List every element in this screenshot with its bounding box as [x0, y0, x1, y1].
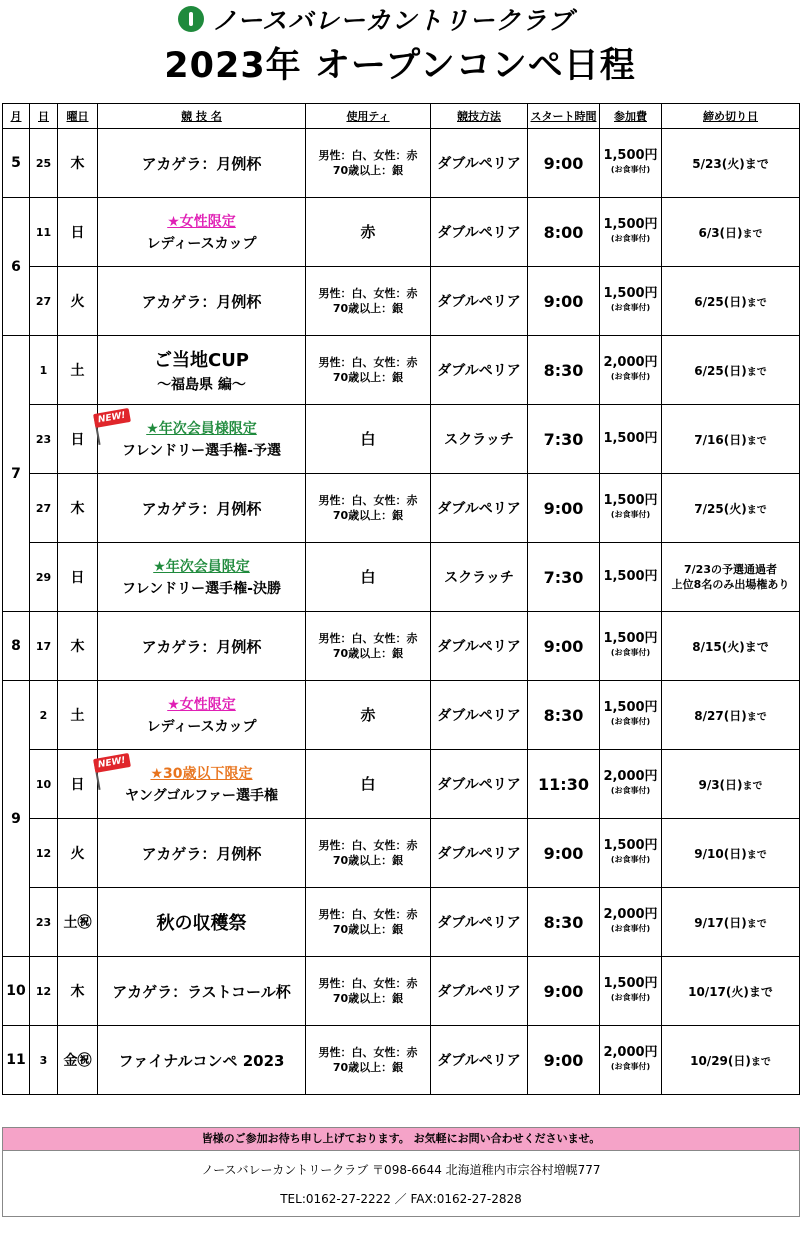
fee-cell: 2,000円 (お食事付): [600, 888, 662, 957]
start-time-cell: 8:30: [528, 336, 600, 405]
start-time-cell: 9:00: [528, 612, 600, 681]
fee-cell: 1,500円 (お食事付): [600, 267, 662, 336]
col-month: 月: [3, 104, 30, 129]
weekday-cell: 日: [58, 405, 98, 474]
day-cell: 23: [30, 405, 58, 474]
table-row: [3, 819, 800, 888]
event-name: 秋の収穫祭: [156, 913, 247, 934]
deadline-cell: 7/16(日)まで: [662, 405, 800, 474]
event-name: フレンドリー選手権-予選: [122, 443, 281, 459]
event-tag: ★30歳以下限定: [150, 766, 253, 782]
footer-box: [2, 1127, 800, 1217]
method-cell: ダブルペリア: [431, 336, 528, 405]
event-name: フレンドリー選手権-決勝: [122, 581, 281, 597]
method-cell: ダブルペリア: [431, 957, 528, 1026]
tee-cell: 男性：白、女性：赤 70歳以上：銀: [306, 1026, 431, 1095]
month-cell: 10: [3, 957, 30, 1026]
event-name: レディースカップ: [146, 236, 257, 252]
footer-message: 皆様のご参加お待ち申し上げております。 お気軽にお問い合わせくださいませ。: [3, 1128, 799, 1151]
method-cell: ダブルペリア: [431, 267, 528, 336]
club-emblem-icon: [178, 6, 204, 32]
day-cell: 11: [30, 198, 58, 267]
day-cell: 2: [30, 681, 58, 750]
weekday-cell: 火: [58, 819, 98, 888]
page-header: [0, 0, 800, 100]
table-row: [3, 681, 800, 750]
table-row: [3, 543, 800, 612]
footer-address: ノースバレーカントリークラブ 〒098-6644 北海道稚内市宗谷村増幌777: [201, 1163, 601, 1177]
fee-cell: 2,000円 (お食事付): [600, 750, 662, 819]
method-cell: ダブルペリア: [431, 819, 528, 888]
event-name-cell: [98, 750, 306, 819]
weekday-cell: 土㊗: [58, 888, 98, 957]
start-time-cell: 9:00: [528, 267, 600, 336]
event-name-cell: [98, 198, 306, 267]
event-tag: ★女性限定: [167, 697, 236, 713]
table-row: [3, 474, 800, 543]
tee-cell: 白: [306, 543, 431, 612]
club-logo-text: ノースバレーカントリークラブ: [212, 6, 574, 35]
day-cell: 27: [30, 267, 58, 336]
method-cell: スクラッチ: [431, 405, 528, 474]
day-cell: 10: [30, 750, 58, 819]
event-name: レディースカップ: [146, 719, 257, 735]
weekday-cell: 日: [58, 198, 98, 267]
tee-cell: 男性：白、女性：赤 70歳以上：銀: [306, 336, 431, 405]
deadline-cell: 8/27(日)まで: [662, 681, 800, 750]
event-name: アカゲラ：月例杯: [141, 154, 262, 173]
event-tag: ★年次会員様限定: [146, 421, 257, 437]
deadline-cell: 7/25(火)まで: [662, 474, 800, 543]
table-row: [3, 129, 800, 198]
fee-cell: 1,500円 (お食事付): [600, 612, 662, 681]
start-time-cell: 9:00: [528, 474, 600, 543]
fee-cell: 1,500円: [600, 543, 662, 612]
col-method: 競技方法: [431, 104, 528, 129]
event-name-cell: [98, 612, 306, 681]
event-name: アカゲラ：月例杯: [141, 292, 262, 311]
fee-cell: 1,500円 (お食事付): [600, 198, 662, 267]
deadline-cell: 7/23の予選通過者 上位8名のみ出場権あり: [662, 543, 800, 612]
method-cell: ダブルペリア: [431, 888, 528, 957]
start-time-cell: 7:30: [528, 543, 600, 612]
tee-cell: 男性：白、女性：赤 70歳以上：銀: [306, 957, 431, 1026]
month-cell: 7: [3, 336, 30, 612]
day-cell: 12: [30, 957, 58, 1026]
method-cell: ダブルペリア: [431, 198, 528, 267]
start-time-cell: 9:00: [528, 1026, 600, 1095]
fee-cell: 2,000円 (お食事付): [600, 336, 662, 405]
event-name-cell: [98, 819, 306, 888]
deadline-cell: 6/25(日)まで: [662, 267, 800, 336]
method-cell: ダブルペリア: [431, 474, 528, 543]
event-name-sub: ～福島県 編～: [157, 377, 246, 393]
method-cell: ダブルペリア: [431, 750, 528, 819]
deadline-cell: 8/15(火)まで: [662, 612, 800, 681]
weekday-cell: 土: [58, 681, 98, 750]
fee-cell: 1,500円 (お食事付): [600, 819, 662, 888]
day-cell: 12: [30, 819, 58, 888]
weekday-cell: 木: [58, 129, 98, 198]
table-row: [3, 267, 800, 336]
weekday-cell: 火: [58, 267, 98, 336]
col-fee: 参加費: [600, 104, 662, 129]
weekday-cell: 土: [58, 336, 98, 405]
event-name: ご当地CUP: [153, 350, 250, 371]
start-time-cell: 9:00: [528, 129, 600, 198]
event-name-cell: [98, 474, 306, 543]
table-row: [3, 888, 800, 957]
club-logo: [178, 4, 574, 34]
deadline-cell: 10/17(火)まで: [662, 957, 800, 1026]
start-time-cell: 8:30: [528, 681, 600, 750]
event-name: アカゲラ：月例杯: [141, 499, 262, 518]
day-cell: 29: [30, 543, 58, 612]
tee-cell: 赤: [306, 681, 431, 750]
table-row: [3, 1026, 800, 1095]
deadline-cell: 9/3(日)まで: [662, 750, 800, 819]
month-cell: 8: [3, 612, 30, 681]
deadline-cell: 6/3(日)まで: [662, 198, 800, 267]
day-cell: 17: [30, 612, 58, 681]
weekday-cell: 木: [58, 474, 98, 543]
day-cell: 1: [30, 336, 58, 405]
tee-cell: 男性：白、女性：赤 70歳以上：銀: [306, 888, 431, 957]
event-name-cell: [98, 405, 306, 474]
new-flag-icon: NEW!: [92, 409, 130, 443]
day-cell: 23: [30, 888, 58, 957]
event-name-cell: [98, 957, 306, 1026]
table-row: [3, 198, 800, 267]
table-row: [3, 405, 800, 474]
event-name-cell: [98, 267, 306, 336]
deadline-cell: 9/10(日)まで: [662, 819, 800, 888]
fee-cell: 1,500円 (お食事付): [600, 129, 662, 198]
event-name-cell: [98, 543, 306, 612]
col-tee: 使用ティ: [306, 104, 431, 129]
day-cell: 3: [30, 1026, 58, 1095]
event-name-cell: [98, 681, 306, 750]
event-name: ファイナルコンペ 2023: [118, 1051, 285, 1070]
new-flag-icon: NEW!: [92, 754, 130, 788]
deadline-cell: 6/25(日)まで: [662, 336, 800, 405]
event-tag: ★女性限定: [167, 214, 236, 230]
event-name: アカゲラ：ラストコール杯: [112, 982, 291, 1001]
method-cell: ダブルペリア: [431, 1026, 528, 1095]
fee-cell: 1,500円: [600, 405, 662, 474]
weekday-cell: 日: [58, 543, 98, 612]
day-cell: 27: [30, 474, 58, 543]
event-tag: ★年次会員限定: [153, 559, 250, 575]
deadline-cell: 9/17(日)まで: [662, 888, 800, 957]
method-cell: ダブルペリア: [431, 129, 528, 198]
start-time-cell: 9:00: [528, 957, 600, 1026]
event-name: アカゲラ：月例杯: [141, 637, 262, 656]
event-name: ヤングゴルファー選手権: [124, 788, 279, 804]
col-deadline: 締め切り日: [662, 104, 800, 129]
fee-cell: 1,500円 (お食事付): [600, 957, 662, 1026]
table-row: [3, 750, 800, 819]
start-time-cell: 8:30: [528, 888, 600, 957]
event-name-cell: [98, 888, 306, 957]
tee-cell: 男性：白、女性：赤 70歳以上：銀: [306, 474, 431, 543]
tee-cell: 白: [306, 405, 431, 474]
tee-cell: 男性：白、女性：赤 70歳以上：銀: [306, 819, 431, 888]
col-weekday: 曜日: [58, 104, 98, 129]
footer-tel: TEL:0162-27-2222 ／ FAX:0162-27-2828: [280, 1192, 522, 1206]
tee-cell: 男性：白、女性：赤 70歳以上：銀: [306, 129, 431, 198]
tee-cell: 白: [306, 750, 431, 819]
weekday-cell: 木: [58, 612, 98, 681]
month-cell: 6: [3, 198, 30, 336]
col-start-time: スタート時間: [528, 104, 600, 129]
method-cell: ダブルペリア: [431, 612, 528, 681]
col-day: 日: [30, 104, 58, 129]
start-time-cell: 11:30: [528, 750, 600, 819]
deadline-cell: 5/23(火)まで: [662, 129, 800, 198]
weekday-cell: 木: [58, 957, 98, 1026]
event-name-cell: [98, 336, 306, 405]
table-row: [3, 336, 800, 405]
fee-cell: 1,500円 (お食事付): [600, 681, 662, 750]
event-name: アカゲラ：月例杯: [141, 844, 262, 863]
weekday-cell: 金㊗: [58, 1026, 98, 1095]
tee-cell: 男性：白、女性：赤 70歳以上：銀: [306, 267, 431, 336]
start-time-cell: 7:30: [528, 405, 600, 474]
month-cell: 5: [3, 129, 30, 198]
weekday-cell: 日: [58, 750, 98, 819]
table-header-row: [3, 104, 800, 129]
day-cell: 25: [30, 129, 58, 198]
method-cell: ダブルペリア: [431, 681, 528, 750]
fee-cell: 2,000円 (お食事付): [600, 1026, 662, 1095]
method-cell: スクラッチ: [431, 543, 528, 612]
schedule-table: [2, 103, 800, 1095]
start-time-cell: 9:00: [528, 819, 600, 888]
table-row: [3, 957, 800, 1026]
month-cell: 11: [3, 1026, 30, 1095]
tee-cell: 赤: [306, 198, 431, 267]
event-name-cell: [98, 1026, 306, 1095]
page-title: 2023年 オープンコンペ日程: [164, 46, 636, 86]
tee-cell: 男性：白、女性：赤 70歳以上：銀: [306, 612, 431, 681]
fee-cell: 1,500円 (お食事付): [600, 474, 662, 543]
deadline-cell: 10/29(日)まで: [662, 1026, 800, 1095]
col-event-name: 競 技 名: [98, 104, 306, 129]
month-cell: 9: [3, 681, 30, 957]
table-row: [3, 612, 800, 681]
event-name-cell: [98, 129, 306, 198]
start-time-cell: 8:00: [528, 198, 600, 267]
